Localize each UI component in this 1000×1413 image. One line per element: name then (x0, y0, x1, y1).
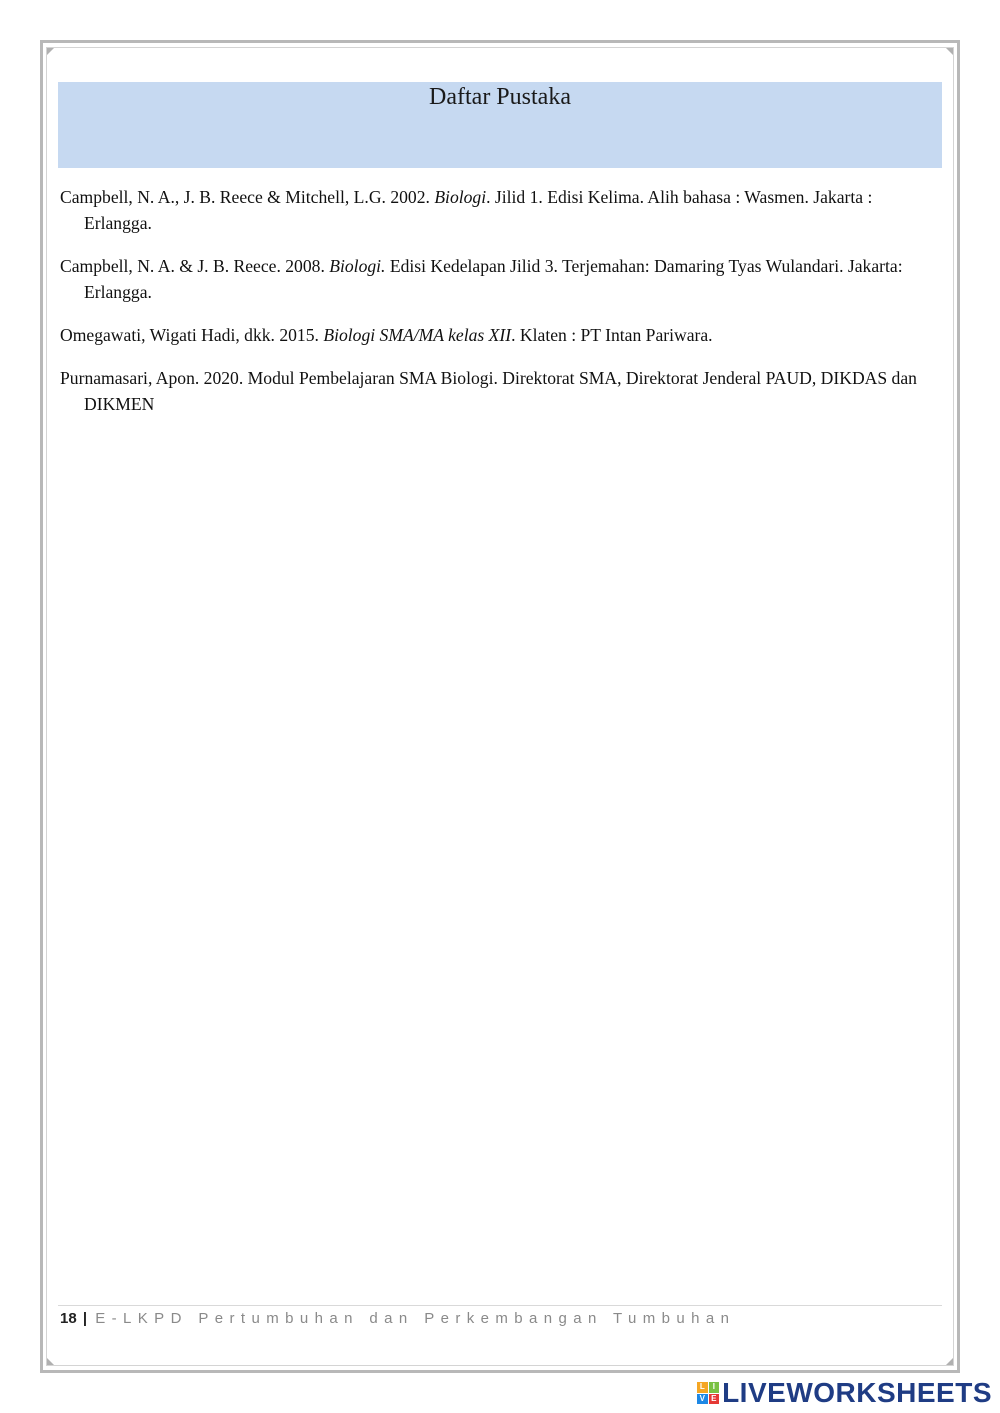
reference-list (60, 184, 940, 434)
reference-text: . Klaten : PT Intan Pariwara. (511, 325, 713, 345)
document-title: E-LKPD Pertumbuhan dan Perkembangan Tumbuhan (95, 1310, 736, 1327)
reference-text: Purnamasari, Apon. 2020. Modul Pembelajaran SMA Biologi. Direktorat SMA, Direktorat Jenderal PAUD, DIKDAS dan DIKMEN (60, 368, 917, 414)
logo-letter: V (697, 1394, 708, 1405)
liveworksheets-wordmark: LIVEWORKSHEETS (722, 1377, 992, 1408)
corner-ornament-bottom-right (946, 1358, 953, 1365)
corner-ornament-top-right (946, 48, 953, 55)
liveworksheets-watermark (697, 1378, 992, 1408)
reference-book-title: Biologi SMA/MA kelas XII (323, 325, 512, 345)
logo-letter: E (709, 1394, 720, 1405)
footer-divider (58, 1305, 942, 1306)
logo-letter: I (709, 1382, 720, 1393)
page-footer (60, 1310, 735, 1327)
reference-book-title: Biologi. (329, 256, 386, 276)
reference-item (60, 253, 940, 305)
reference-text: Campbell, N. A. & J. B. Reece. 2008. (60, 256, 330, 276)
liveworksheets-logo-icon (697, 1382, 719, 1404)
corner-ornament-top-left (47, 48, 54, 55)
corner-ornament-bottom-left (47, 1358, 54, 1365)
footer-separator: | (82, 1310, 88, 1327)
reference-text: Edisi Kedelapan Jilid 3. Terjemahan: Damaring Tyas Wulandari. Jakarta: Erlangga. (84, 256, 903, 302)
reference-text: . Jilid 1. Edisi Kelima. Alih bahasa : Wasmen. Jakarta : Erlangga. (84, 187, 873, 233)
page-number: 18 (60, 1310, 77, 1327)
logo-letter: L (697, 1382, 708, 1393)
reference-item (60, 322, 940, 348)
reference-book-title: Biologi (434, 187, 487, 207)
reference-item (60, 365, 940, 417)
reference-item (60, 184, 940, 236)
page-title: Daftar Pustaka (429, 84, 571, 110)
reference-text: Campbell, N. A., J. B. Reece & Mitchell, L.G. 2002. (60, 187, 435, 207)
reference-text: Omegawati, Wigati Hadi, dkk. 2015. (60, 325, 324, 345)
